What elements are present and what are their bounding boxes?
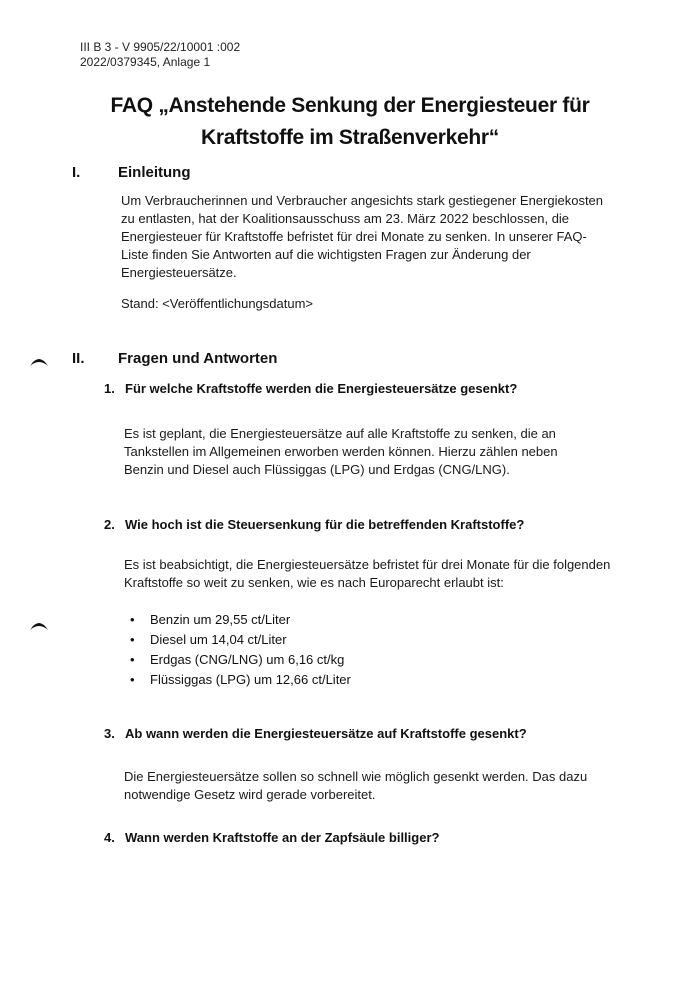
punch-mark-icon bbox=[28, 618, 50, 632]
bullet-icon: • bbox=[130, 672, 135, 687]
section-2-heading: Fragen und Antworten bbox=[118, 350, 278, 367]
question-2-text: Wie hoch ist die Steuersenkung für die betreffenden Kraftstoffe? bbox=[125, 517, 525, 532]
reference-header bbox=[80, 40, 240, 70]
section-1-heading: Einleitung bbox=[118, 164, 191, 181]
punch-mark-icon bbox=[28, 354, 50, 368]
reference-line-2: 2022/0379345, Anlage 1 bbox=[80, 55, 211, 69]
bullet-icon: • bbox=[130, 612, 135, 627]
answer-2-text: Es ist beabsichtigt, die Energiesteuersätze befristet für drei Monate für die folgenden Kraftstoffe so weit zu senken, wie es nach Europarecht erlaubt ist: bbox=[124, 557, 611, 590]
answer-1-text: Es ist geplant, die Energiesteuersätze auf alle Kraftstoffe zu senken, die an Tankstellen im Allgemeinen erworben werden können. Hierzu zählen neben Benzin und Diesel auch Flüssiggas (LPG) und Erdgas (CNG/LNG). bbox=[124, 426, 558, 477]
reference-line-1: III B 3 - V 9905/22/10001 :002 bbox=[80, 40, 241, 54]
list-item: • Flüssiggas (LPG) um 12,66 ct/Liter bbox=[130, 670, 351, 690]
question-3-text: Ab wann werden die Energiesteuersätze auf Kraftstoffe gesenkt? bbox=[125, 726, 527, 741]
title-line-1: FAQ „Anstehende Senkung der Energiesteuer für bbox=[110, 94, 590, 117]
question-4-text: Wann werden Kraftstoffe an der Zapfsäule billiger? bbox=[125, 830, 440, 845]
bullet-icon: • bbox=[130, 652, 135, 667]
question-4-number: 4. bbox=[104, 830, 115, 845]
list-item: • Erdgas (CNG/LNG) um 6,16 ct/kg bbox=[130, 650, 351, 670]
answer-3-text: Die Energiesteuersätze sollen so schnell wie möglich gesenkt werden. Das dazu notwendige Gesetz wird gerade vorbereitet. bbox=[124, 769, 588, 802]
question-1-text: Für welche Kraftstoffe werden die Energiesteuersätze gesenkt? bbox=[125, 381, 518, 396]
section-1-text: Um Verbraucherinnen und Verbraucher angesichts stark gestiegener Energiekosten zu entlasten, hat der Koalitionsausschuss am 23. März 2022 beschlossen, die Energiesteuer für Kraftstoffe befristet für drei Monate zu senken. In unserer FAQ-Liste finden Sie Antworten auf die wichtigsten Fragen zur Änderung der Energiesteuersätze. bbox=[121, 193, 604, 280]
title-line-2: Kraftstoffe im Straßenverkehr“ bbox=[201, 126, 499, 149]
question-1-number: 1. bbox=[104, 381, 115, 396]
section-1-number: I. bbox=[72, 164, 81, 181]
list-item: • Benzin um 29,55 ct/Liter bbox=[130, 610, 351, 630]
list-item: • Diesel um 14,04 ct/Liter bbox=[130, 630, 351, 650]
document-title bbox=[60, 90, 640, 154]
section-1-stand: Stand: <Veröffentlichungsdatum> bbox=[121, 296, 314, 311]
bullet-icon: • bbox=[130, 632, 135, 647]
section-2-number: II. bbox=[72, 350, 85, 367]
question-2-number: 2. bbox=[104, 517, 115, 532]
tax-reduction-list bbox=[130, 610, 351, 690]
question-3-number: 3. bbox=[104, 726, 115, 741]
